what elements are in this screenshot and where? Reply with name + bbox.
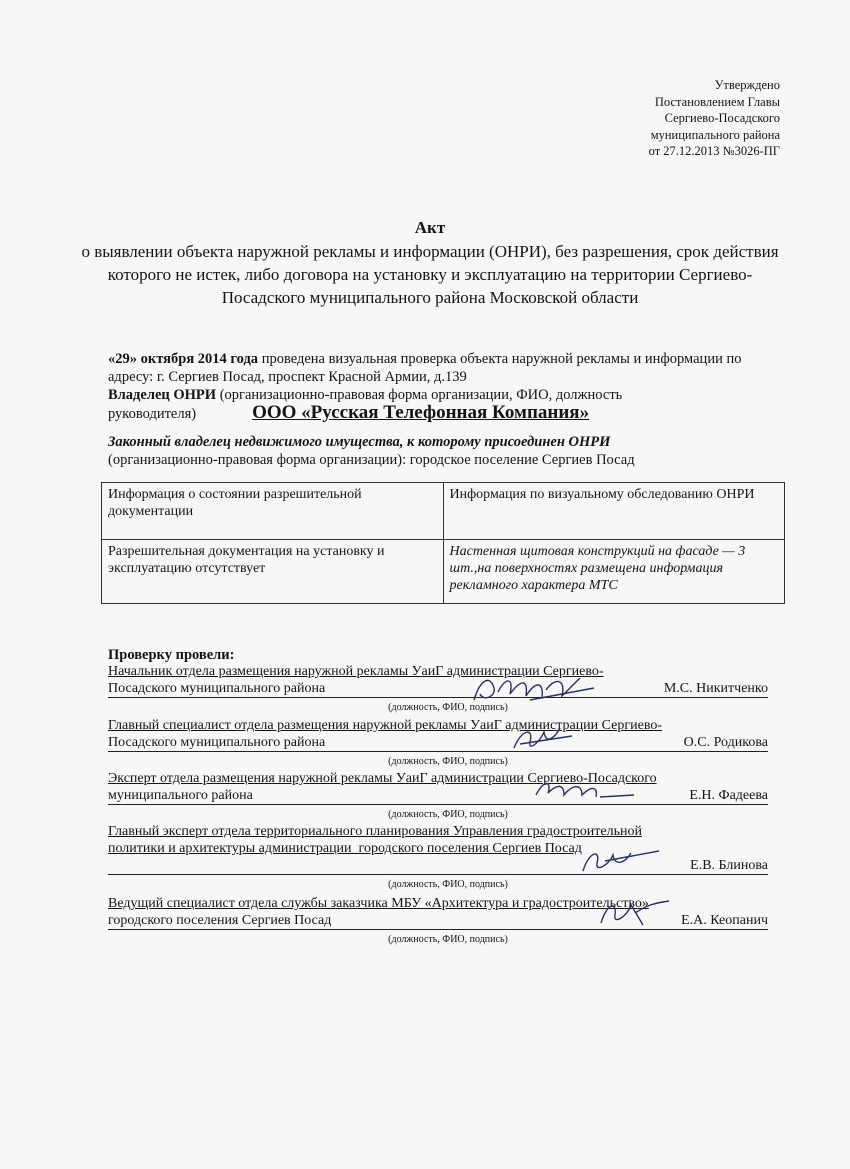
signer-name: Е.Н. Фадеева [689,788,768,803]
handwritten-signature-icon [510,722,580,756]
signer-block [108,770,768,823]
handwritten-signature-icon [595,895,675,931]
table-header-left: Информация о состоянии разрешительной документации [102,483,444,540]
signer-position-line1: Главный эксперт отдела территориального планирования Управления градостроительной [108,824,642,839]
signer-position-line1: Эксперт отдела размещения наружной рекламы УаиГ администрации Сергиево-Посадского [108,771,657,786]
owner-paragraph [108,386,788,423]
signer-caption: (должность, ФИО, подпись) [388,702,508,713]
legal-owner-label: Законный владелец недвижимого имущества, к которому присоединен ОНРИ [108,434,611,450]
legal-owner-text: (организационно-правовая форма организации): городское поселение Сергиев Посад [108,452,635,468]
signer-caption: (должность, ФИО, подпись) [388,879,508,890]
signer-caption: (должность, ФИО, подпись) [388,756,508,767]
table-value-left: Разрешительная документация на установку и эксплуатацию отсутствует [102,540,444,604]
approval-line: муниципального района [650,127,780,142]
signer-position-line2-text: Посадского муниципального района [108,681,326,696]
owner-label: Владелец ОНРИ [108,387,217,403]
signer-position-line1: Главный специалист отдела размещения наружной рекламы УаиГ администрации Сергиево- [108,718,663,733]
signer-position-line2 [108,680,768,698]
approval-line: Постановлением Главы [654,94,780,109]
owner-company: ООО «Русская Телефонная Компания» [252,402,590,423]
checkers-title: Проверку провели: [108,647,235,663]
table-value-right: Настенная щитовая конструкций на фасаде — 3 шт.,на поверхностях размещена информация рекламного характера МТС [443,540,785,604]
signer-position-line2: политики и архитектуры администрации_городского поселения Сергиев Посад [108,841,582,856]
table-row [102,540,785,604]
table-header-right: Информация по визуальному обследованию ОНРИ [443,483,785,540]
signer-position-line2 [108,734,768,752]
handwritten-signature-icon [530,775,640,807]
signer-name: Е.В. Блинова [690,858,768,873]
signer-position-line1: Ведущий специалист отдела службы заказчика МБУ «Архитектура и градостроительство» [108,896,649,911]
signer-block [108,717,768,770]
handwritten-signature-icon [575,845,665,879]
signer-position-line2-text: Посадского муниципального района [108,735,326,750]
approval-line: Сергиево-Посадского [664,111,780,125]
signer-name: М.С. Никитченко [663,681,768,696]
signer-position-line2-text: муниципального района [108,788,253,803]
document-title [80,218,780,309]
signer-block [108,823,768,893]
signer-caption: (должность, ФИО, подпись) [388,809,508,820]
signer-name: О.С. Родикова [683,735,768,750]
signer-caption: (должность, ФИО, подпись) [388,934,508,945]
inspection-text: проведена визуальная проверка объекта наружной рекламы и информации по адресу: г. Сергиев Посад, проспект Красной Армии, д.139 [108,351,742,385]
title-main: Акт [414,218,446,237]
owner-note: (организационно-правовая форма организации, ФИО, должность руководителя) [108,387,623,422]
approval-line: Утверждено [714,78,780,92]
table-row [102,483,785,540]
inspection-date: «29» октября 2014 года [108,351,259,367]
signer-block [108,663,768,716]
legal-owner-paragraph [108,433,788,469]
approval-stamp-block [520,77,780,160]
inspection-paragraph [108,350,788,386]
handwritten-signature-icon [470,670,600,710]
signer-name-line [108,857,768,875]
signer-position-line2-text: городского поселения Сергиев Посад [108,913,332,928]
title-subtitle: о выявлении объекта наружной рекламы и информации (ОНРИ), без разрешения, срок действия которого не истек, либо договора на установку и эксплуатацию на территории Сергиево-Посадского муниципального района Московской области [81,242,779,307]
signer-position-line1: Начальник отдела размещения наружной рекламы УаиГ администрации Сергиево- [108,664,604,679]
info-table [101,482,785,604]
approval-line: от 27.12.2013 №3026-ПГ [648,144,780,158]
signer-position-line2 [108,787,768,805]
signer-name: Е.А. Кеопанич [681,913,768,928]
